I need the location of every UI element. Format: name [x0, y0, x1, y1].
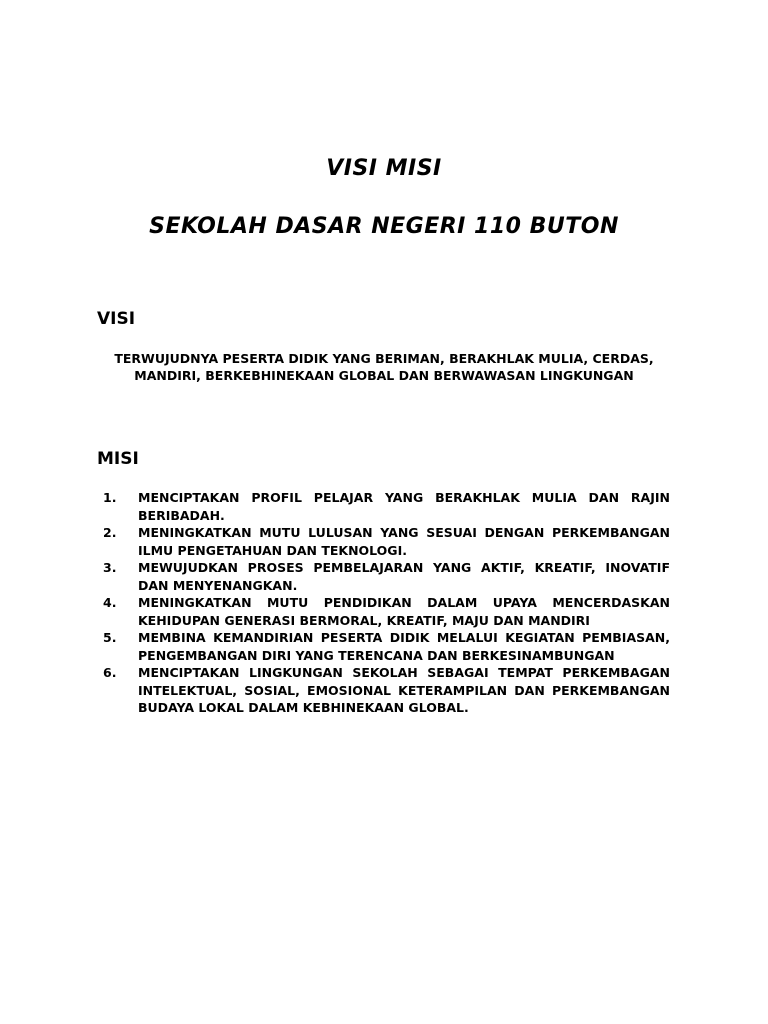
school-name-title: SEKOLAH DASAR NEGERI 110 BUTON: [149, 214, 619, 239]
misi-item-text: MENINGKATKAN MUTU PENDIDIKAN DALAM UPAYA MENCERDASKAN KEHIDUPAN GENERASI BERMORAL, KREATIF, MAJU DAN MANDIRI: [138, 595, 670, 628]
misi-item: [103, 594, 670, 629]
misi-item-text: MENINGKATKAN MUTU LULUSAN YANG SESUAI DENGAN PERKEMBANGAN ILMU PENGETAHUAN DAN TEKNOLOGI.: [138, 525, 670, 558]
misi-item-text: MEMBINA KEMANDIRIAN PESERTA DIDIK MELALUI KEGIATAN PEMBIASAN, PENGEMBANGAN DIRI YANG TERENCANA DAN BERKESINAMBUNGAN: [138, 630, 670, 663]
misi-item-number: 3.: [103, 560, 117, 575]
misi-item-number: 6.: [103, 665, 117, 680]
misi-item-number: 4.: [103, 595, 117, 610]
misi-item-text: MENCIPTAKAN LINGKUNGAN SEKOLAH SEBAGAI TEMPAT PERKEMBAGAN INTELEKTUAL, SOSIAL, EMOSIONAL KETERAMPILAN DAN PERKEMBANGAN BUDAYA LOKAL DALAM KEBHINEKAAN GLOBAL.: [138, 665, 670, 715]
visi-text: TERWUJUDNYA PESERTA DIDIK YANG BERIMAN, BERAKHLAK MULIA, CERDAS, MANDIRI, BERKEBHINEKAAN GLOBAL DAN BERWAWASAN LINGKUNGAN: [114, 351, 654, 383]
misi-item: [103, 524, 670, 559]
document-title: VISI MISI: [326, 156, 442, 181]
misi-item: [103, 629, 670, 664]
misi-item: [103, 489, 670, 524]
misi-item-text: MENCIPTAKAN PROFIL PELAJAR YANG BERAKHLAK MULIA DAN RAJIN BERIBADAH.: [138, 490, 670, 523]
misi-item-number: 5.: [103, 630, 117, 645]
misi-item-number: 2.: [103, 525, 117, 540]
visi-heading: VISI: [97, 309, 136, 329]
misi-list: [103, 489, 670, 717]
misi-item-text: MEWUJUDKAN PROSES PEMBELAJARAN YANG AKTIF, KREATIF, INOVATIF DAN MENYENANGKAN.: [138, 560, 670, 593]
misi-item: [103, 559, 670, 594]
misi-item: [103, 664, 670, 717]
misi-heading: MISI: [97, 449, 139, 469]
misi-item-number: 1.: [103, 490, 117, 505]
